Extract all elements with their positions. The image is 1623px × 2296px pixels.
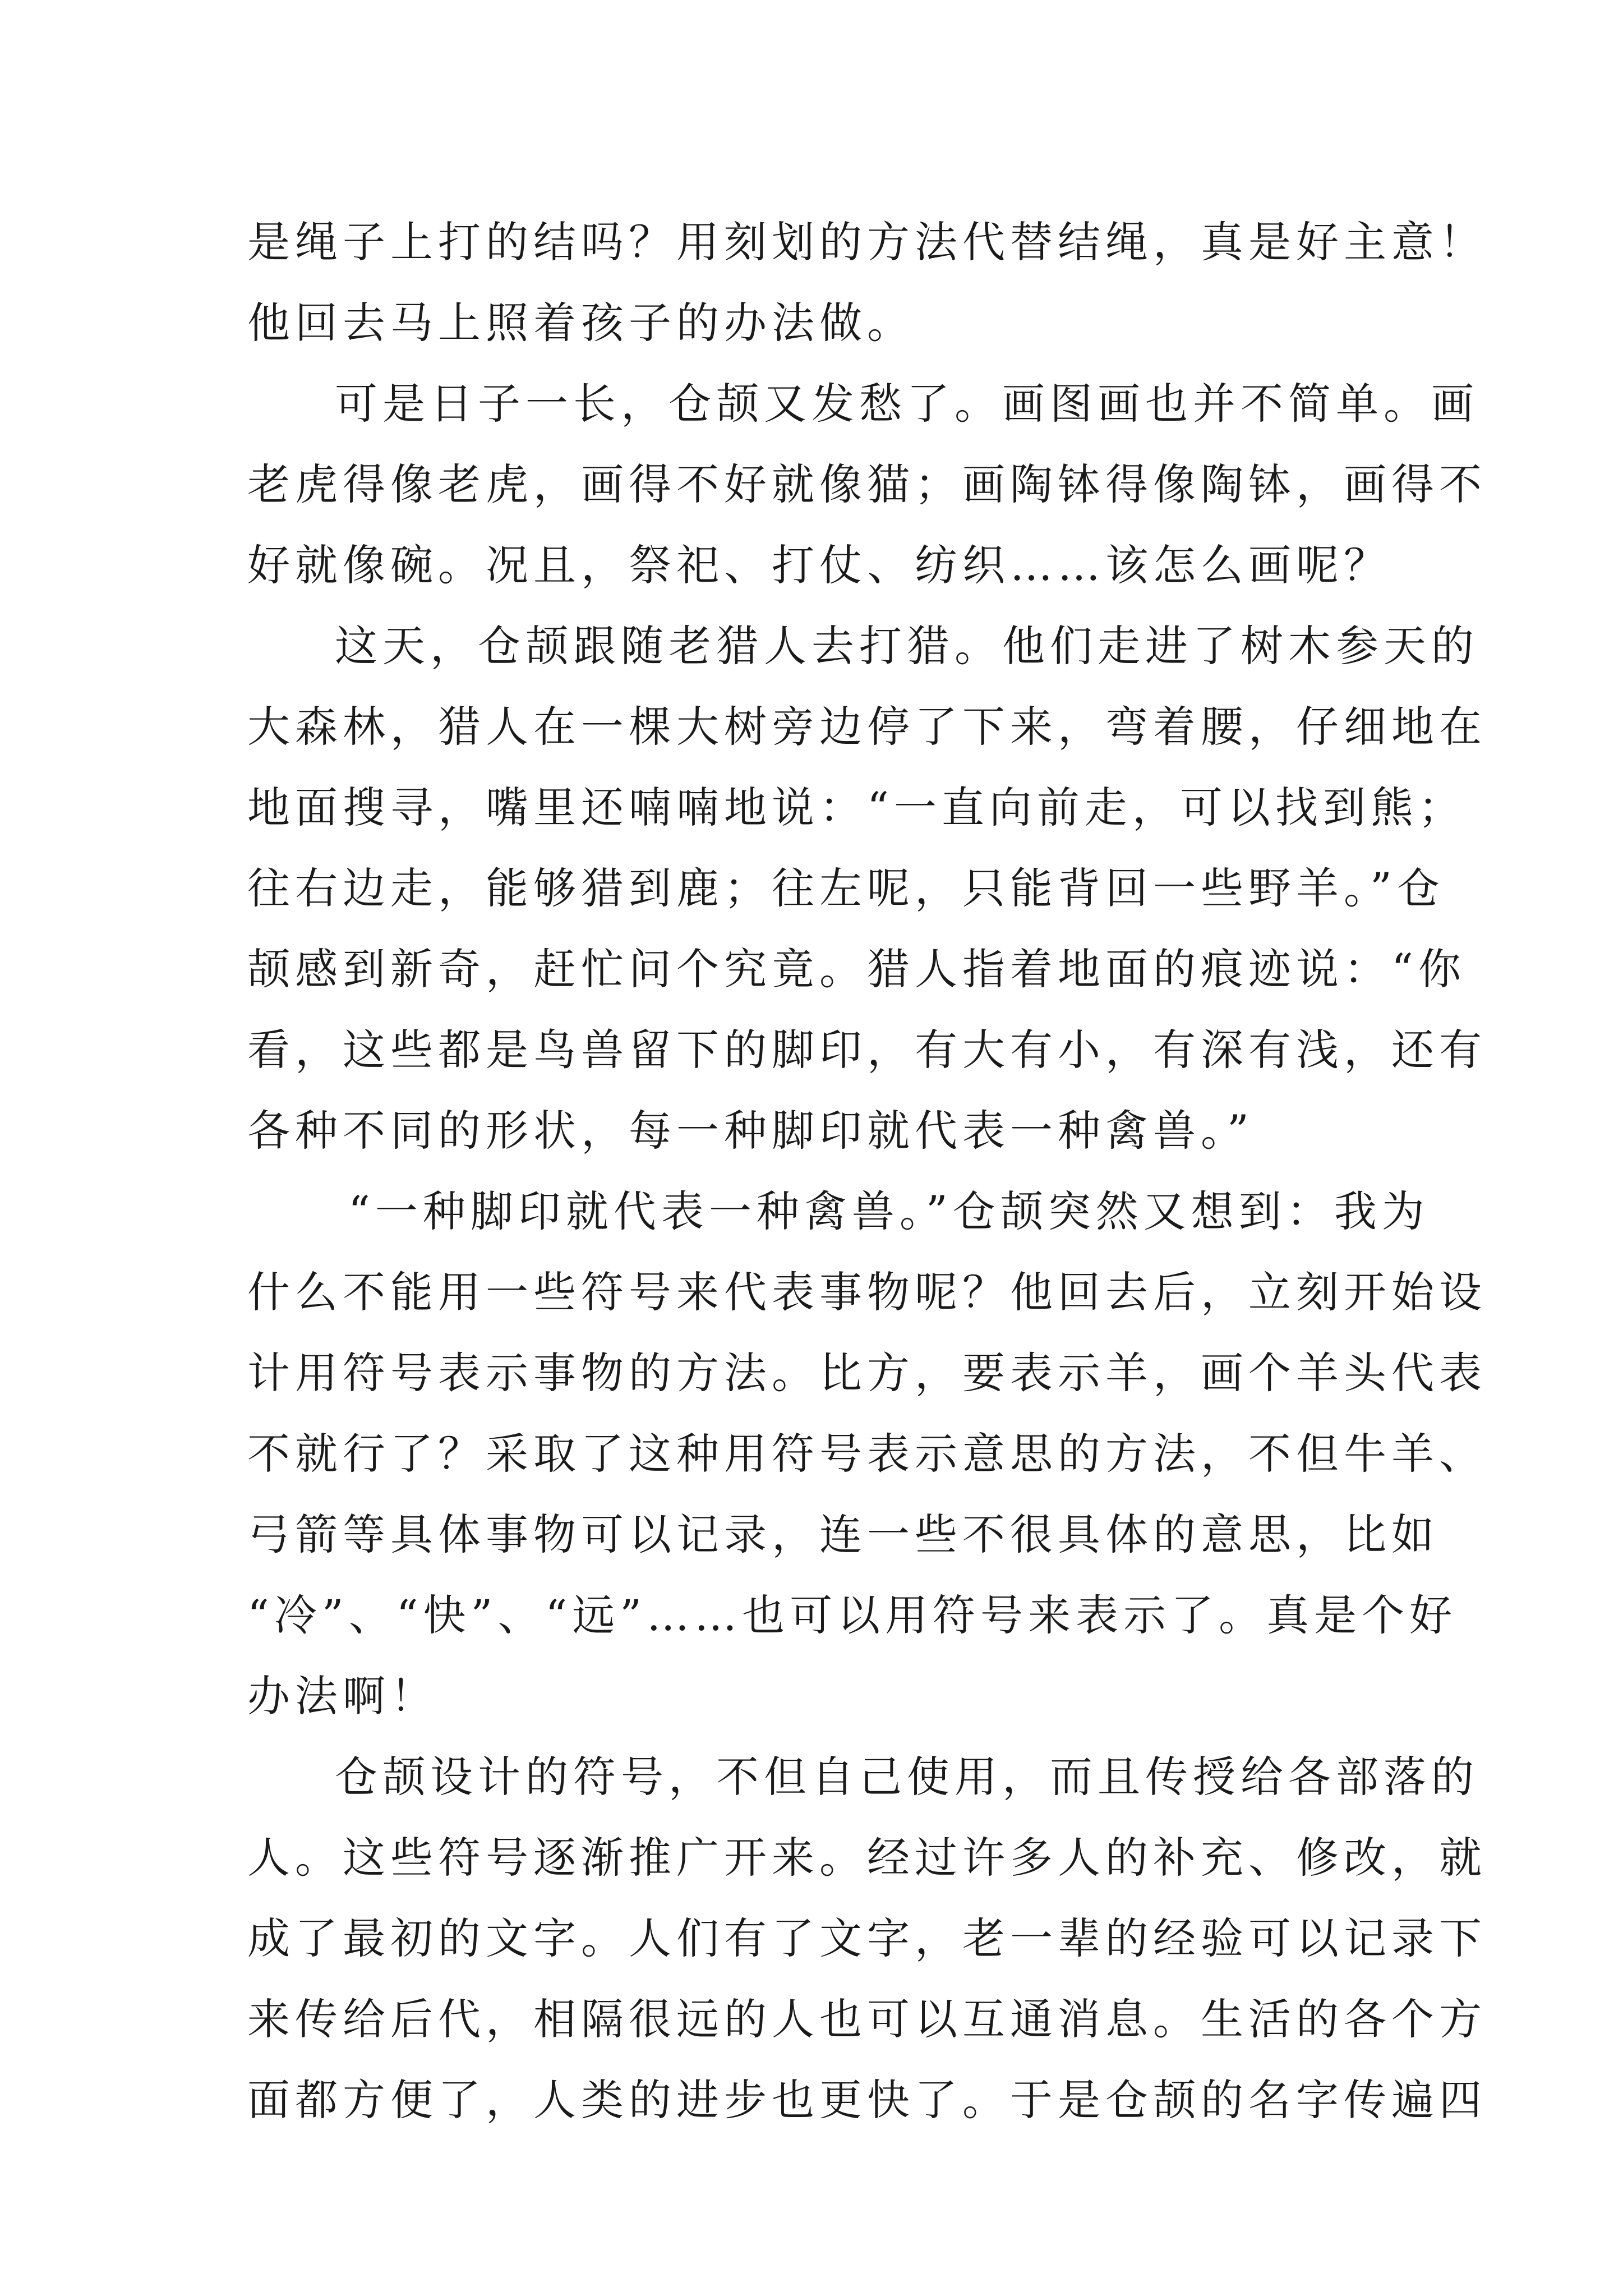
- text-line-10: 颉感到新奇，赶忙问个究竟。猎人指着地面的痕迹说：“你: [247, 944, 1466, 994]
- text-line-6: 这天，仓颉跟随老猎人去打猎。他们走进了树木参天的: [335, 621, 1479, 671]
- text-line-23: 来传给后代，相隔很远的人也可以互通消息。生活的各个方: [247, 1994, 1487, 2044]
- text-line-18: “冷”、“快”、“远”……也可以用符号来表示了。真是个好: [247, 1590, 1458, 1640]
- text-line-12: 各种不同的形状，每一种脚印就代表一种禽兽。”: [247, 1106, 1254, 1156]
- text-line-20: 仓颉设计的符号，不但自己使用，而且传授给各部落的: [335, 1752, 1479, 1802]
- text-line-19: 办法啊！: [247, 1671, 438, 1721]
- text-line-8: 地面搜寻，嘴里还喃喃地说：“一直向前走，可以找到熊；: [247, 783, 1466, 832]
- text-line-1: 是绳子上打的结吗？用刻划的方法代替结绳，真是好主意！: [247, 217, 1487, 267]
- text-line-11: 看，这些都是鸟兽留下的脚印，有大有小，有深有浅，还有: [247, 1025, 1487, 1075]
- text-line-4: 老虎得像老虎，画得不好就像猫；画陶钵得像陶钵，画得不: [247, 459, 1487, 509]
- text-line-13: “一种脚印就代表一种禽兽。”仓颉突然又想到：我为: [348, 1186, 1430, 1236]
- text-line-24: 面都方便了，人类的进步也更快了。于是仓颉的名字传遍四: [247, 2075, 1487, 2125]
- text-line-7: 大森林，猎人在一棵大树旁边停了下来，弯着腰，仔细地在: [247, 702, 1487, 752]
- text-line-22: 成了最初的文字。人们有了文字，老一辈的经验可以记录下: [247, 1913, 1487, 1963]
- text-line-9: 往右边走，能够猎到鹿；往左呢，只能背回一些野羊。”仓: [247, 863, 1445, 913]
- text-line-16: 不就行了？采取了这种用符号表示意思的方法，不但牛羊、: [247, 1429, 1487, 1479]
- text-line-14: 什么不能用一些符号来代表事物呢？他回去后，立刻开始设: [247, 1267, 1487, 1317]
- body-text: [247, 202, 1487, 2141]
- text-line-2: 他回去马上照着孩子的办法做。: [247, 298, 915, 348]
- text-line-21: 人。这些符号逐渐推广开来。经过许多人的补充、修改，就: [247, 1833, 1487, 1883]
- text-line-15: 计用符号表示事物的方法。比方，要表示羊，画个羊头代表: [247, 1348, 1487, 1398]
- text-line-3: 可是日子一长，仓颉又发愁了。画图画也并不简单。画: [335, 379, 1479, 429]
- text-line-5: 好就像碗。况且，祭祀、打仗、纺织……该怎么画呢？: [247, 540, 1391, 590]
- text-line-17: 弓箭等具体事物可以记录，连一些不很具体的意思，比如: [247, 1510, 1439, 1559]
